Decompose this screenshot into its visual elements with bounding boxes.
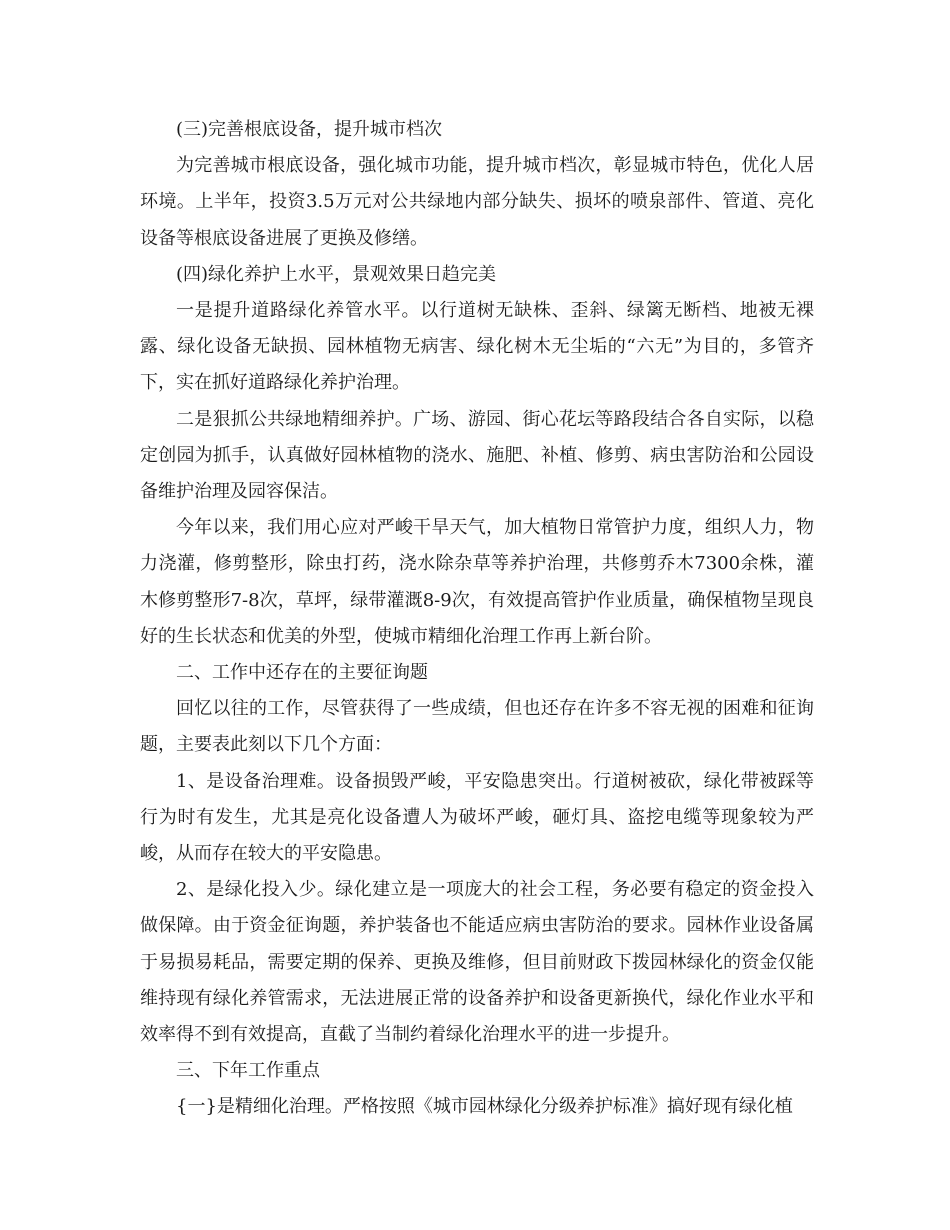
heading-next-year-focus: 三、下年工作重点 <box>176 1060 320 1082</box>
heading-improve-infrastructure: (三)完善根底设备，提升城市档次 <box>176 119 443 140</box>
paragraph-focus-1: {一}是精细化治理。严格按照《城市园林绿化分级养护标准》搞好现有绿化植 <box>176 1096 793 1118</box>
paragraph-problem-2: 2、是绿化投入少。绿化建立是一项庞大的社会工程，务必要有稳定的资金投入做保障。由于资金征询题，养护装备也不能适应病虫害防治的要求。园林作业设备属于易损易耗品，需要定期的保养、更换及维修，但目前财政下拨园林绿化的资金仅能维持现有绿化养管需求，无法进展正常的设备养护和设备更新换代，绿化作业水平和效率得不到有效提高，直截了当制约着绿化治理水平的进一步提升。 <box>140 879 814 1046</box>
paragraph-road-greening: 一是提升道路绿化养管水平。以行道树无缺株、歪斜、绿篱无断档、地被无裸露、绿化设备无缺损、园林植物无病害、绿化树木无尘垢的“六无”为目的，多管齐下，实在抓好道路绿化养护治理。 <box>140 300 814 394</box>
paragraph-drought-response: 今年以来，我们用心应对严峻干旱天气，加大植物日常管护力度，组织人力，物力浇灌，修剪整形，除虫打药，浇水除杂草等养护治理，共修剪乔木7300余株，灌木修剪整形7-8次，草坪，绿带灌溉8-9次，有效提高管护作业质量，确保植物呈现良好的生长状态和优美的外型，使城市精细化治理工作再上新台阶。 <box>140 517 814 647</box>
paragraph-public-green-space: 二是狠抓公共绿地精细养护。广场、游园、街心花坛等路段结合各自实际，以稳定创园为抓手，认真做好园林植物的浇水、施肥、补植、修剪、病虫害防治和公园设备维护治理及园容保洁。 <box>140 408 814 503</box>
heading-greening-maintenance: (四)绿化养护上水平，景观效果日趋完美 <box>176 263 497 285</box>
heading-existing-problems: 二、工作中还存在的主要征询题 <box>176 662 428 684</box>
paragraph-problems-intro: 回忆以往的工作，尽管获得了一些成绩，但也还存在许多不容无视的困难和征询题，主要表此刻以下几个方面： <box>140 698 814 756</box>
document-page <box>140 112 814 1126</box>
paragraph-problem-1: 1、是设备治理难。设备损毁严峻，平安隐患突出。行道树被砍，绿化带被踩等行为时有发生，尤其是亮化设备遭人为破坏严峻，砸灯具、盗挖电缆等现象较为严峻，从而存在较大的平安隐患。 <box>140 770 814 865</box>
paragraph-infrastructure: 为完善城市根底设备，强化城市功能，提升城市档次，彰显城市特色，优化人居环境。上半年，投资3.5万元对公共绿地内部分缺失、损坏的喷泉部件、管道、亮化设备等根底设备进展了更换及修缮。 <box>140 155 814 249</box>
